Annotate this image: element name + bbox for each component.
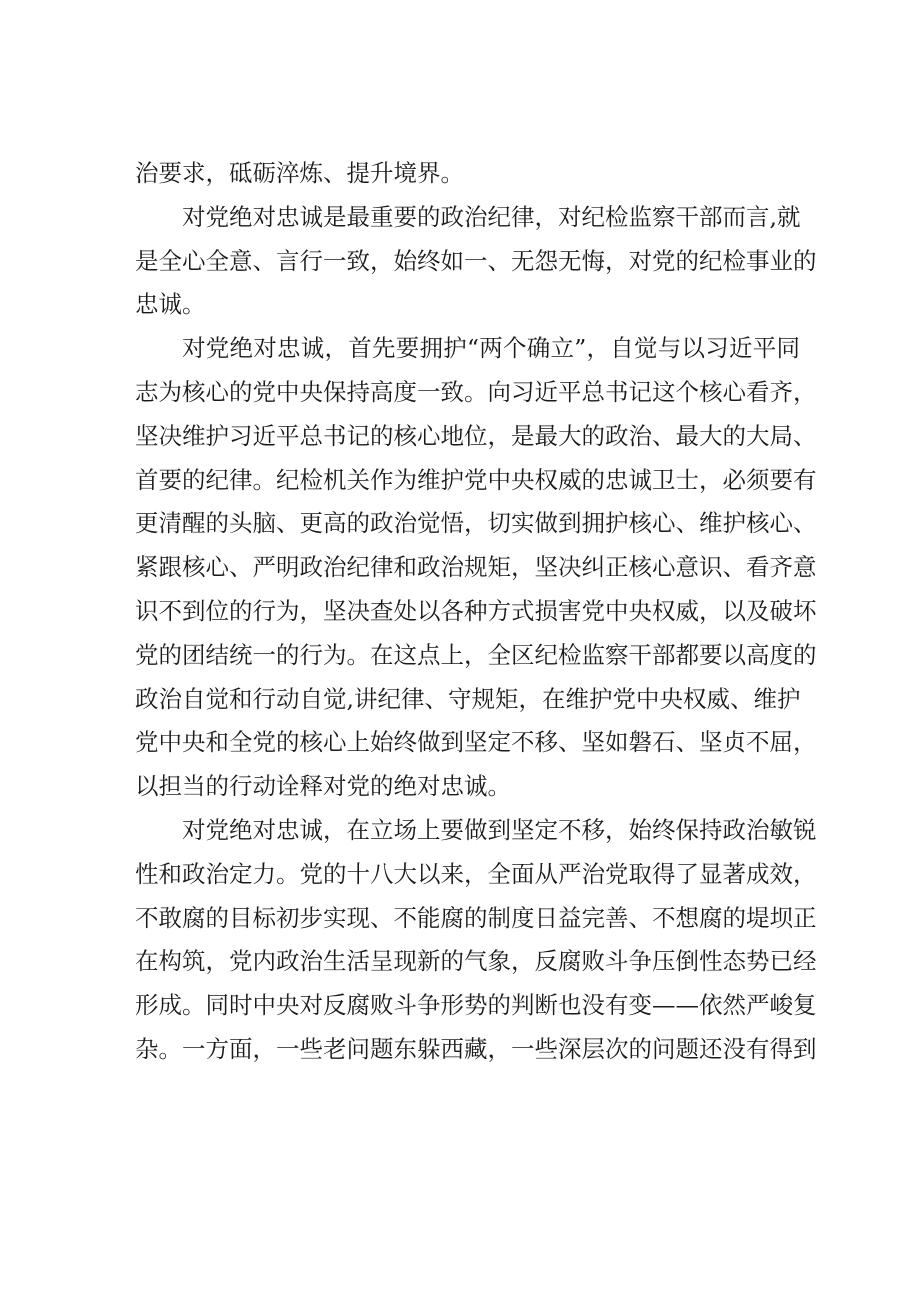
paragraph — [135, 152, 800, 196]
text-line: 政治自觉和行动自觉,讲纪律、守规矩，在维护党中央权威、维护 — [135, 684, 801, 713]
text-line: 对党绝对忠诚是最重要的政治纪律，对纪检监察干部而言,就 — [182, 202, 801, 231]
document-body — [135, 152, 817, 1072]
text-line: 在构筑，党内政治生活呈现新的气象，反腐败斗争压倒性态势已经 — [135, 947, 817, 976]
text-line: 是全心全意、言行一致，始终如一、无怨无悔，对党的纪检事业的 — [135, 246, 817, 275]
paragraph — [135, 196, 817, 327]
text-line: 不敢腐的目标初步实现、不能腐的制度日益完善、不想腐的堤坝正 — [135, 903, 817, 932]
text-line: 识不到位的行为，坚决查处以各种方式损害党中央权威，以及破坏 — [135, 596, 817, 625]
paragraph — [135, 809, 817, 1072]
text-line: 对党绝对忠诚，首先要拥护“两个确立”，自觉与以习近平同 — [182, 334, 800, 363]
text-line: 以担当的行动诠释对党的绝对忠诚。 — [135, 772, 511, 801]
text-line: 杂。一方面，一些老问题东躲西藏，一些深层次的问题还没有得到 — [135, 1034, 817, 1063]
text-line: 坚决维护习近平总书记的核心地位，是最大的政治、最大的大局、 — [135, 421, 817, 450]
text-line: 更清醒的头脑、更高的政治觉悟，切实做到拥护核心、维护核心、 — [135, 509, 817, 538]
text-line: 党的团结统一的行为。在这点上，全区纪检监察干部都要以高度的 — [135, 640, 817, 669]
text-line: 党中央和全党的核心上始终做到坚定不移、坚如磐石、坚贞不屈， — [135, 728, 817, 757]
text-line: 紧跟核心、严明政治纪律和政治规矩，坚决纠正核心意识、看齐意 — [135, 553, 817, 582]
text-line: 志为核心的党中央保持高度一致。向习近平总书记这个核心看齐， — [135, 377, 817, 406]
paragraph — [135, 327, 817, 809]
text-line: 对党绝对忠诚，在立场上要做到坚定不移，始终保持政治敏锐 — [182, 815, 817, 844]
text-line: 忠诚。 — [135, 290, 206, 319]
text-line: 形成。同时中央对反腐败斗争形势的判断也没有变——依然严峻复 — [135, 991, 817, 1020]
text-line: 治要求，砥砺淬炼、提升境界。 — [135, 159, 464, 187]
text-line: 性和政治定力。党的十八大以来，全面从严治党取得了显著成效， — [135, 859, 817, 888]
text-line: 首要的纪律。纪检机关作为维护党中央权威的忠诚卫士，必须要有 — [135, 465, 817, 494]
